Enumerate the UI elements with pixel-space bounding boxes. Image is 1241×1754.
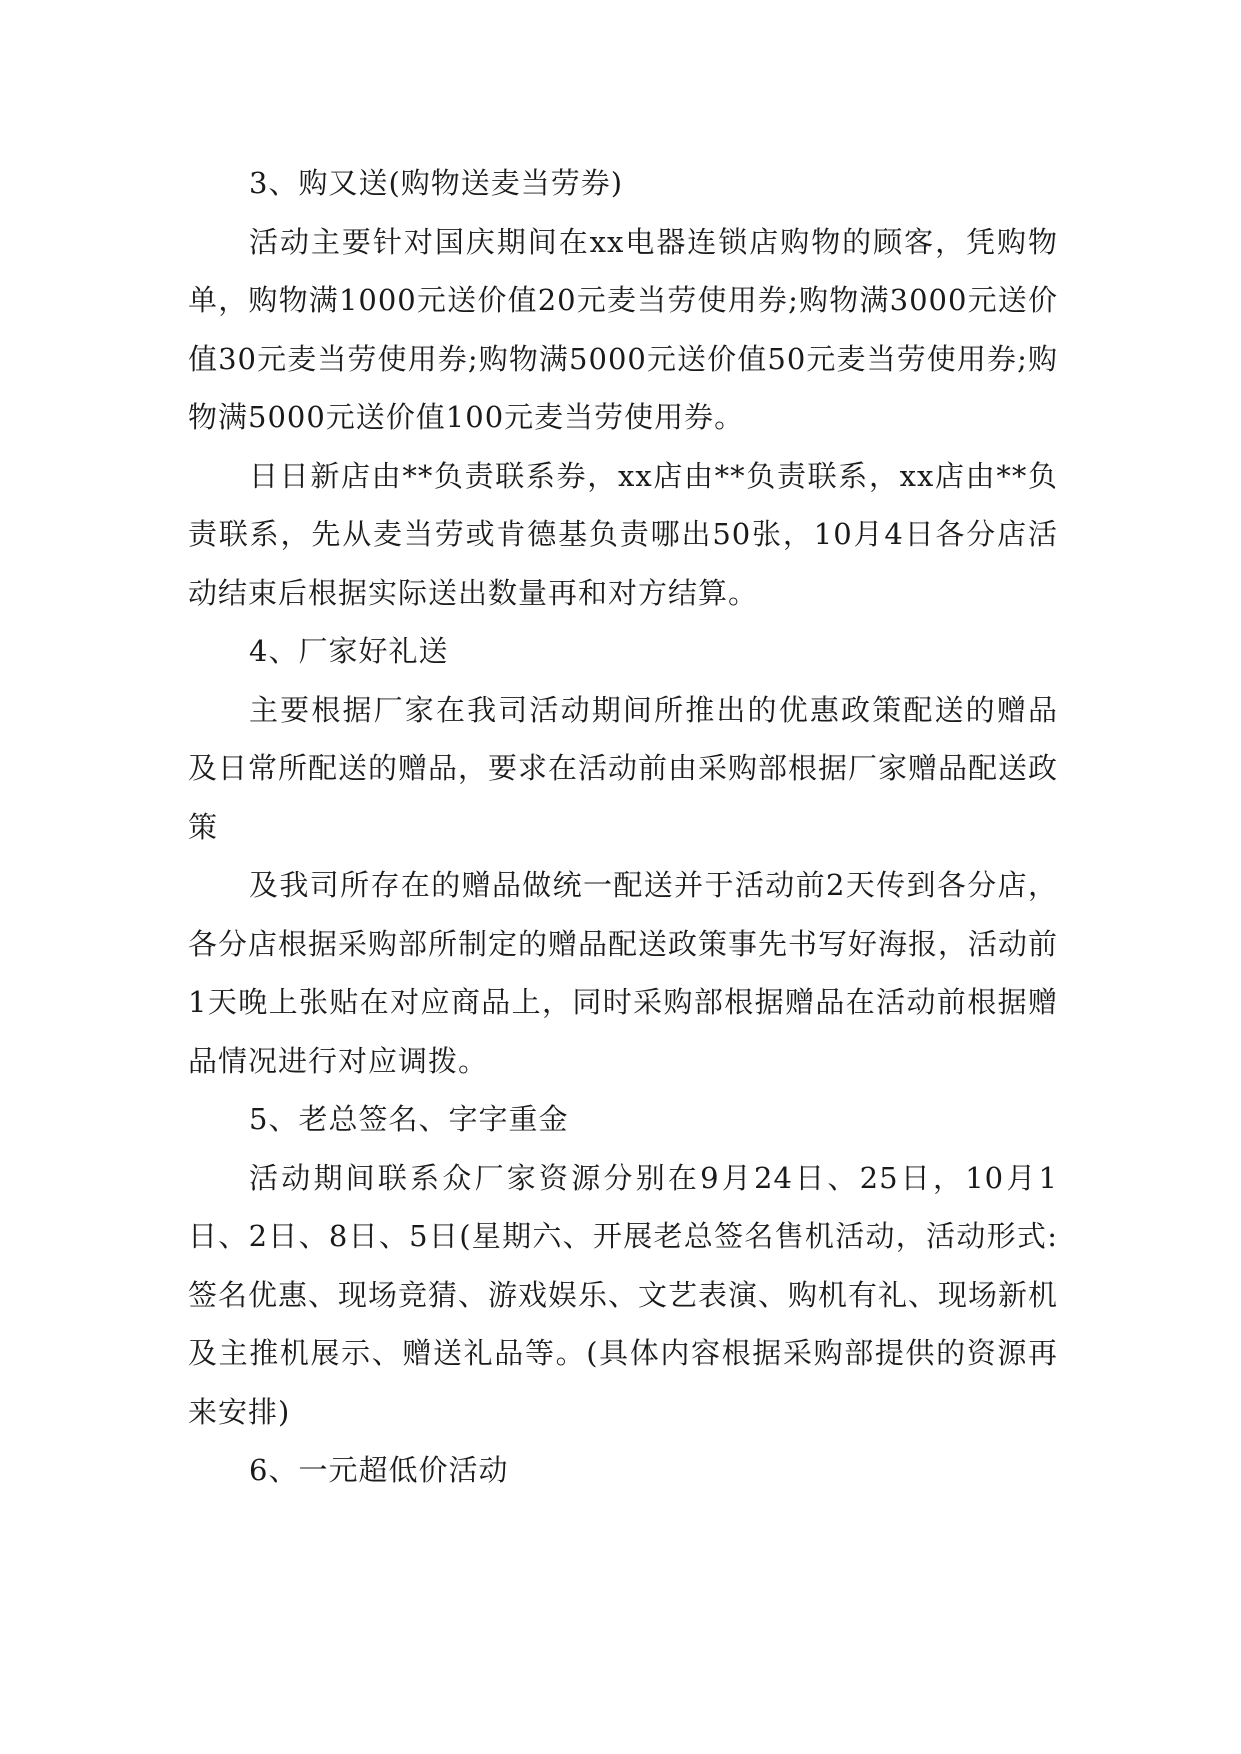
section-heading-6: 6、一元超低价活动	[249, 1453, 509, 1487]
paragraph-ceo-signing: 活动期间联系众厂家资源分别在9月24日、25日，10月1日、2日、8日、5日(星期六、开展老总签名售机活动，活动形式:签名优惠、现场竞猜、游戏娱乐、文艺表演、购机有礼、现场新机及主推机展示、赠送礼品等。(具体内容根据采购部提供的资源再来安排)	[188, 1160, 1059, 1429]
paragraph-gift-distribution: 及我司所存在的赠品做统一配送并于活动前2天传到各分店，各分店根据采购部所制定的赠品配送政策事先书写好海报，活动前1天晚上张贴在对应商品上，同时采购部根据赠品在活动前根据赠品情况进行对应调拨。	[188, 868, 1059, 1078]
section-heading-4: 4、厂家好礼送	[249, 634, 449, 668]
paragraph-manufacturer-gifts: 主要根据厂家在我司活动期间所推出的优惠政策配送的赠品及日常所配送的赠品，要求在活动前由采购部根据厂家赠品配送政策	[188, 692, 1059, 844]
document-body	[188, 154, 1058, 1500]
section-heading-3: 3、购又送(购物送麦当劳券)	[249, 166, 624, 200]
paragraph-store-contacts: 日日新店由**负责联系券，xx店由**负责联系，xx店由**负责联系，先从麦当劳或肯德基负责哪出50张，10月4日各分店活动结束后根据实际送出数量再和对方结算。	[188, 458, 1058, 610]
paragraph-mcdonalds-voucher: 活动主要针对国庆期间在xx电器连锁店购物的顾客，凭购物单，购物满1000元送价值20元麦当劳使用券;购物满3000元送价值30元麦当劳使用券;购物满5000元送价值50元麦当劳使用券;购物满5000元送价值100元麦当劳使用券。	[188, 224, 1058, 434]
section-heading-5: 5、老总签名、字字重金	[249, 1102, 569, 1136]
